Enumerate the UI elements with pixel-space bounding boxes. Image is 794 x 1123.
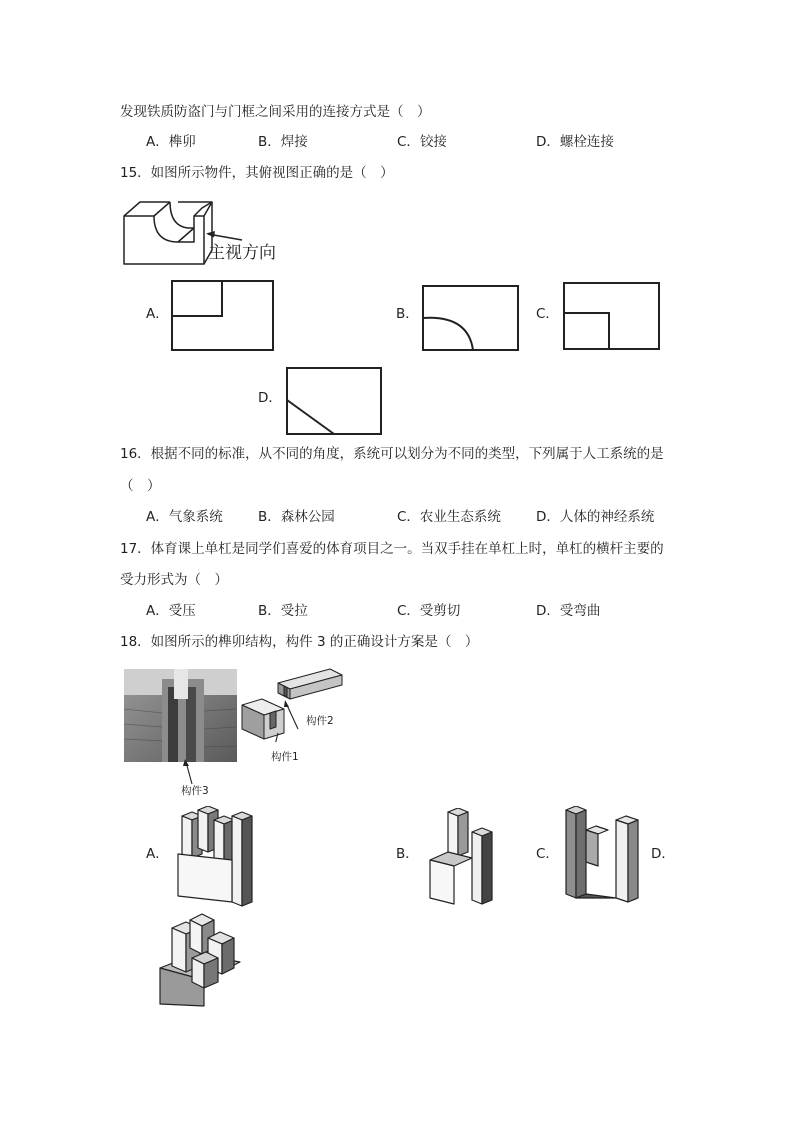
q17-option-d[interactable]: D．受弯曲 (536, 603, 601, 619)
q18-option-d-figure[interactable] (156, 910, 246, 1008)
q15-view-direction-label: 主视方向 (208, 243, 276, 263)
q15-option-a-label[interactable]: A． (146, 306, 169, 322)
q18-part3-label: 构件3 (181, 785, 209, 797)
q18-option-a-label[interactable]: A． (146, 846, 169, 862)
q15-option-b-figure[interactable] (422, 285, 519, 351)
q17-option-b[interactable]: B．受拉 (258, 603, 308, 619)
q14-option-d[interactable]: D．螺栓连接 (536, 134, 614, 150)
q18-option-c-figure[interactable] (562, 806, 646, 904)
q15-option-c-figure[interactable] (563, 282, 660, 350)
q14-option-c[interactable]: C．铰接 (397, 134, 447, 150)
q17-stem-line1: 17．体育课上单杠是同学们喜爱的体育项目之一。当双手挂在单杠上时，单杠的横杆主要的 (120, 541, 664, 557)
q15-option-c-label[interactable]: C． (536, 306, 559, 322)
q16-option-d[interactable]: D．人体的神经系统 (536, 509, 655, 525)
q14-option-b[interactable]: B．焊接 (258, 134, 308, 150)
q18-option-d-label[interactable]: D． (651, 846, 675, 862)
q15-stem: 15．如图所示物件，其俯视图正确的是（ ） (120, 165, 394, 181)
q14-stem: 发现铁质防盗门与门框之间采用的连接方式是（ ） (120, 104, 431, 120)
q16-stem-line2: （ ） (120, 478, 161, 494)
q18-exploded-parts (240, 667, 345, 742)
q18-stem: 18．如图所示的榫卯结构，构件 3 的正确设计方案是（ ） (120, 634, 479, 650)
q15-option-d-figure[interactable] (286, 367, 382, 435)
q15-option-b-label[interactable]: B． (396, 306, 419, 322)
q18-option-a-figure[interactable] (174, 806, 266, 908)
q15-option-a-figure[interactable] (171, 280, 274, 351)
q18-part3-arrow (180, 758, 200, 788)
q18-part1-label: 构件1 (271, 751, 299, 763)
q16-option-c[interactable]: C．农业生态系统 (397, 509, 501, 525)
q14-option-a[interactable]: A．榫卯 (146, 134, 196, 150)
q18-part2-label: 构件2 (306, 715, 334, 727)
q17-option-a[interactable]: A．受压 (146, 603, 196, 619)
q16-option-a[interactable]: A．气象系统 (146, 509, 223, 525)
q18-option-b-figure[interactable] (428, 808, 508, 906)
q17-stem-line2: 受力形式为（ ） (120, 572, 228, 588)
q18-joint-photo (124, 669, 237, 762)
q16-option-b[interactable]: B．森林公园 (258, 509, 335, 525)
q18-option-c-label[interactable]: C． (536, 846, 559, 862)
q18-option-b-label[interactable]: B． (396, 846, 419, 862)
q16-stem-line1: 16．根据不同的标准，从不同的角度，系统可以划分为不同的类型，下列属于人工系统的是 (120, 446, 664, 462)
q15-option-d-label[interactable]: D． (258, 390, 282, 406)
q17-option-c[interactable]: C．受剪切 (397, 603, 461, 619)
